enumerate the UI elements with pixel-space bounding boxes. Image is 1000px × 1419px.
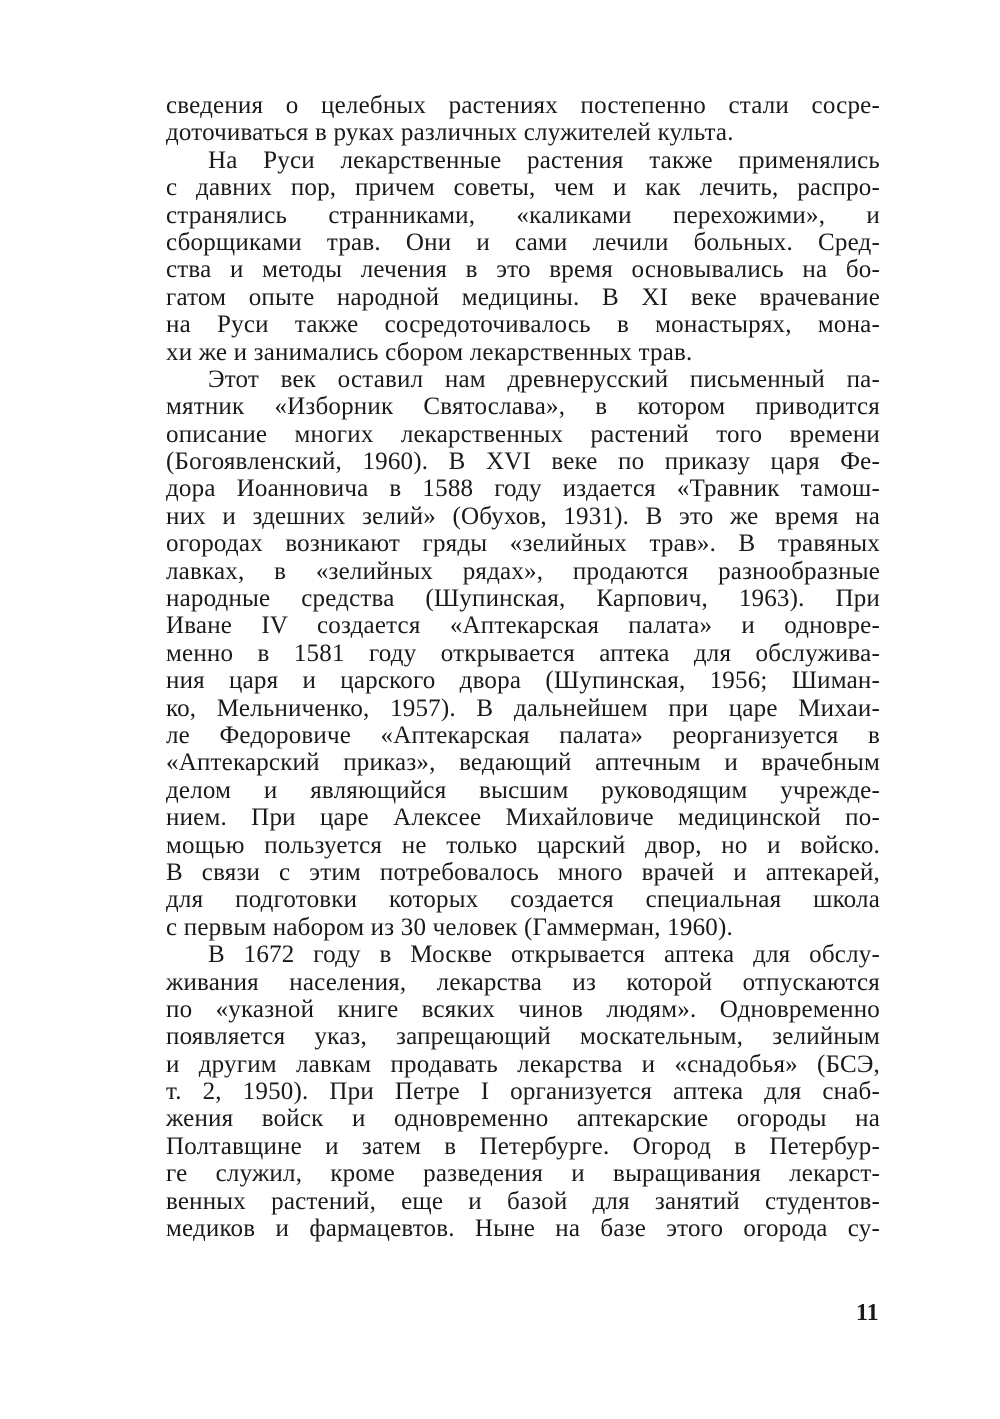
- text-line: Этот век оставил нам древнерусский письменный па-: [208, 365, 880, 393]
- text-line: появляется указ, запрещающий москательным, зелийным: [166, 1023, 880, 1051]
- text-line: на Руси также сосредоточивалось в монастырях, мона-: [166, 311, 880, 339]
- text-line: для подготовки которых создается специальная школа: [166, 886, 880, 914]
- text-line: менно в 1581 году открывается аптека для обслужива-: [166, 639, 880, 667]
- page-number: 11: [856, 1300, 879, 1326]
- text-line: ге служил, кроме разведения и выращивания лекарст-: [166, 1160, 880, 1188]
- text-line: и другим лавкам продавать лекарства и «снадобья» (БСЭ,: [166, 1050, 880, 1078]
- text-line: т. 2, 1950). При Петре I организуется аптека для снаб-: [166, 1078, 880, 1106]
- text-line: Иване IV создается «Аптекарская палата» и одновре-: [166, 612, 880, 640]
- text-line: ства и методы лечения в это время основывались на бо-: [166, 256, 880, 284]
- text-line: живания населения, лекарства из которой отпускаются: [166, 968, 880, 996]
- text-line: них и здешних зелий» (Обухов, 1931). В это же время на: [166, 502, 880, 530]
- body-text: [166, 92, 880, 1242]
- text-line: доточиваться в руках различных служителей культа.: [166, 119, 734, 147]
- text-line: ле Федоровиче «Аптекарская палата» реорганизуется в: [166, 721, 880, 749]
- text-line: сведения о целебных растениях постепенно стали сосре-: [166, 92, 880, 119]
- text-line: странялись странниками, «каликами перехожими», и: [166, 201, 880, 229]
- text-line: делом и являющийся высшим руководящим учрежде-: [166, 776, 880, 804]
- text-line: медиков и фармацевтов. Ныне на базе этого огорода су-: [166, 1215, 880, 1243]
- text-line: На Руси лекарственные растения также применялись: [208, 146, 880, 174]
- text-line: с давних пор, причем советы, чем и как лечить, распро-: [166, 174, 880, 202]
- text-line: ко, Мельниченко, 1957). В дальнейшем при царе Михаи-: [166, 694, 880, 722]
- text-line: нием. При царе Алексее Михайловиче медицинской по-: [166, 804, 880, 832]
- text-line: мятник «Изборник Святослава», в котором приводится: [166, 393, 880, 421]
- text-line: дора Иоанновича в 1588 году издается «Травник тамош-: [166, 475, 880, 503]
- text-line: с первым набором из 30 человек (Гаммерман, 1960).: [166, 913, 733, 941]
- text-line: хи же и занимались сбором лекарственных трав.: [166, 338, 693, 366]
- text-line: по «указной книге всяких чинов людям». Одновременно: [166, 995, 880, 1023]
- text-line: «Аптекарский приказ», ведающий аптечным и врачебным: [166, 749, 880, 777]
- text-line: жения войск и одновременно аптекарские огороды на: [166, 1105, 880, 1133]
- text-line: Полтавщине и затем в Петербурге. Огород в Петербур-: [166, 1132, 880, 1160]
- text-line: описание многих лекарственных растений того времени: [166, 420, 880, 448]
- text-line: сборщиками трав. Они и сами лечили больных. Сред-: [166, 228, 880, 256]
- text-line: венных растений, еще и базой для занятий студентов-: [166, 1187, 880, 1215]
- text-line: огородах возникают гряды «зелийных трав». В травяных: [166, 530, 880, 558]
- text-line: ния царя и царского двора (Шупинская, 1956; Шиман-: [166, 667, 880, 695]
- text-line: В связи с этим потребовалось много врачей и аптекарей,: [166, 858, 880, 886]
- text-line: мощью пользуется не только царский двор, но и войско.: [166, 831, 880, 859]
- text-line: гатом опыте народной медицины. В XI веке врачевание: [166, 283, 880, 311]
- text-line: (Богоявленский, 1960). В XVI веке по приказу царя Фе-: [166, 448, 880, 476]
- text-line: народные средства (Шупинская, Карпович, 1963). При: [166, 585, 880, 613]
- text-line: лавках, в «зелийных рядах», продаются разнообразные: [166, 557, 880, 585]
- text-line: В 1672 году в Москве открывается аптека для обслу-: [208, 941, 880, 969]
